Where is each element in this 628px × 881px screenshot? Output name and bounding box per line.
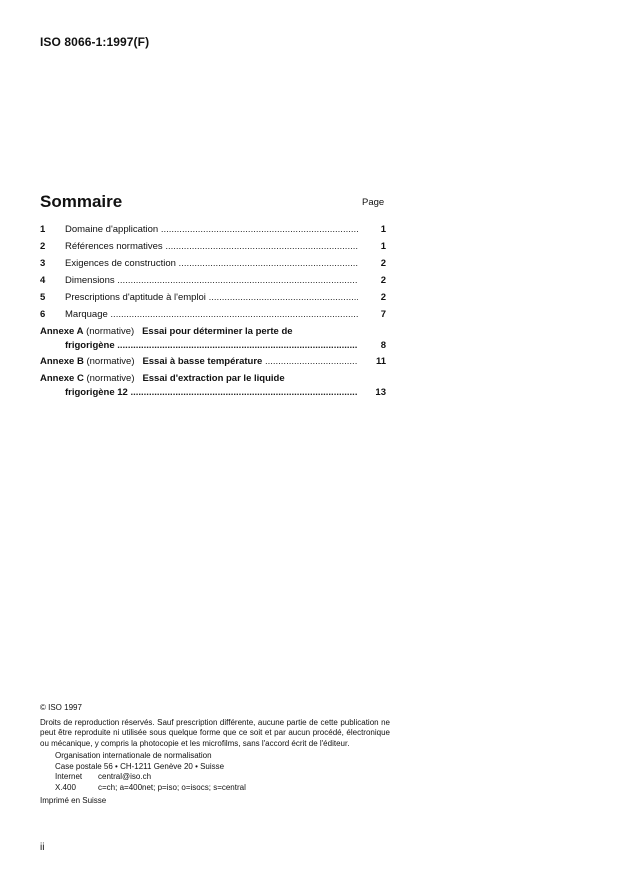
toc-entry-title: Domaine d'application .....	[65, 224, 358, 236]
toc-entry-page: 1	[380, 224, 386, 235]
internet-line	[40, 772, 390, 783]
toc-entry-title: Références normatives .....	[65, 241, 358, 253]
annex-title-continued: frigorigène .....	[65, 340, 358, 352]
toc-entry-page: 8	[380, 340, 386, 351]
toc-entry-number: 6	[40, 309, 46, 320]
x400-address: c=ch; a=400net; p=iso; o=isocs; s=central	[98, 782, 246, 792]
toc-entry[interactable]	[40, 224, 388, 241]
toc-entry-number: 5	[40, 292, 46, 303]
toc-entry-number: 3	[40, 258, 46, 269]
toc-entry[interactable]	[40, 241, 388, 258]
annex-title: Essai d'extraction par le liquide	[142, 373, 285, 384]
toc-entry-page: 2	[380, 275, 386, 286]
toc-annex-a[interactable]	[40, 326, 388, 340]
organization-name: Organisation internationale de normalisation	[55, 751, 212, 760]
copyright-line: © ISO 1997	[40, 703, 82, 712]
toc-entry-page: 11	[375, 356, 386, 367]
annex-label: Annexe C	[40, 373, 84, 384]
document-id: ISO 8066-1:1997(F)	[40, 35, 150, 49]
annex-title: Essai pour déterminer la perte de	[142, 326, 293, 337]
toc-entry-page: 13	[375, 387, 386, 398]
annex-type: (normative)	[86, 373, 135, 384]
rights-statement: Droits de reproduction réservés. Sauf prescription différente, aucune partie de cette publication ne peut être reproduite ni utilisée sous quelque forme que ce soit et par aucun procédé, électronique ou mécanique, y compris la photocopie et les microfilms, sans l'accord écrit de l'éditeur.	[40, 717, 390, 748]
table-of-contents	[40, 224, 388, 403]
annex-title-continued: frigorigène 12 .....	[65, 387, 358, 399]
internet-address[interactable]: central@iso.ch	[98, 772, 152, 781]
annex-label: Annexe B	[40, 356, 84, 367]
annex-type: (normative)	[86, 326, 135, 337]
toc-entry-page: 1	[380, 241, 386, 252]
toc-entry-number: 4	[40, 275, 46, 286]
toc-entry-number: 2	[40, 241, 46, 252]
toc-entry-title: Exigences de construction .....	[65, 258, 358, 270]
printed-in: Imprimé en Suisse	[40, 796, 107, 805]
toc-entry-title: Prescriptions d'aptitude à l'emploi .....	[65, 292, 358, 304]
x400-line	[40, 783, 390, 794]
toc-entry[interactable]	[40, 275, 388, 292]
toc-entry-title: Marquage .....	[65, 309, 358, 321]
toc-title: Sommaire	[40, 192, 123, 211]
toc-entry-number: 1	[40, 224, 46, 235]
toc-annex-b[interactable]	[40, 356, 388, 373]
postal-address: Case postale 56 • CH-1211 Genève 20 • Suisse	[55, 761, 225, 771]
annex-type: (normative)	[86, 356, 135, 367]
toc-entry[interactable]	[40, 309, 388, 326]
annex-heading	[40, 356, 358, 368]
toc-annex-c-continued[interactable]	[40, 387, 388, 403]
page-column-label: Page	[362, 197, 385, 208]
toc-annex-c[interactable]	[40, 373, 388, 387]
toc-annex-a-continued[interactable]	[40, 340, 388, 356]
copyright-block	[40, 703, 390, 807]
toc-entry-page: 7	[380, 309, 386, 320]
toc-entry[interactable]	[40, 258, 388, 275]
annex-title: Essai à basse température	[142, 356, 263, 367]
toc-entry-page: 2	[380, 258, 386, 269]
toc-entry-title: Dimensions .....	[65, 275, 358, 287]
page-number: ii	[40, 842, 45, 853]
toc-entry[interactable]	[40, 292, 388, 309]
toc-entry-page: 2	[380, 292, 386, 303]
x400-label: X.400	[55, 782, 76, 792]
internet-label: Internet	[55, 772, 83, 781]
annex-label: Annexe A	[40, 326, 84, 337]
